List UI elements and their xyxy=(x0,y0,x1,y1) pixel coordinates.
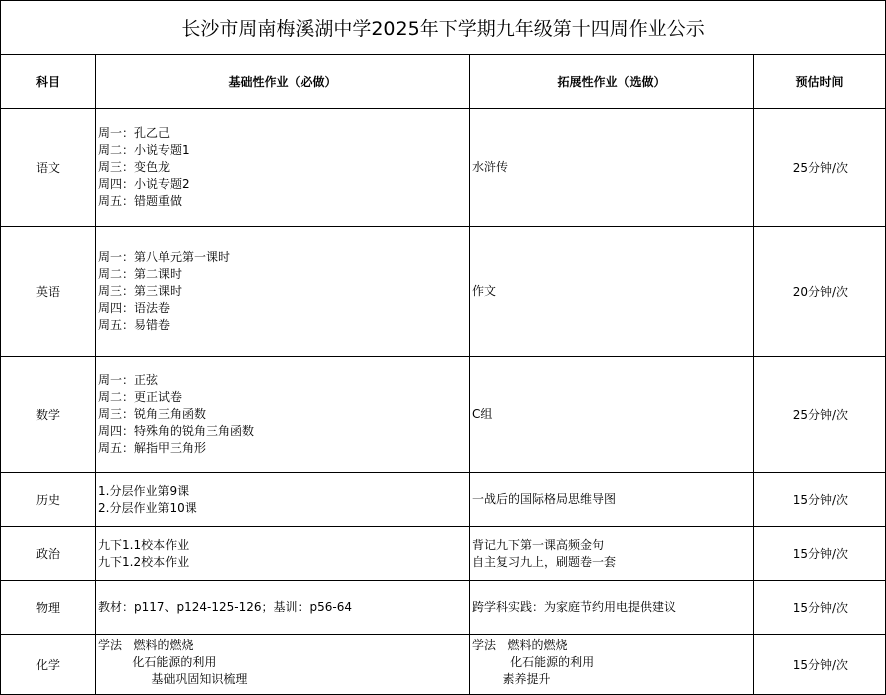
table-row-huaxue xyxy=(1,635,886,695)
basic-line: 2.分层作业第10课 xyxy=(98,500,197,515)
time-cell: 25分钟/次 xyxy=(754,357,886,473)
header-subject: 科目 xyxy=(1,55,96,109)
basic-line: 教材：p117、p124-125-126；基训：p56-64 xyxy=(98,600,352,614)
basic-cell xyxy=(96,527,470,581)
sheet-title: 长沙市周南梅溪湖中学2025年下学期九年级第十四周作业公示 xyxy=(1,1,886,55)
table-row-shuxue xyxy=(1,357,886,473)
extension-cell xyxy=(470,635,754,695)
basic-line: 周三：第三课时 xyxy=(98,284,183,298)
basic-line: 周四：语法卷 xyxy=(98,301,171,315)
basic-line: 周三：变色龙 xyxy=(98,160,171,174)
basic-line: 周二：更正试卷 xyxy=(98,390,183,404)
basic-cell xyxy=(96,635,470,695)
basic-line: 1.分层作业第9课 xyxy=(98,483,190,498)
basic-line: 周一：正弦 xyxy=(98,373,159,387)
extension-line: C组 xyxy=(472,407,493,421)
subject-cell: 政治 xyxy=(1,527,96,581)
basic-line: 周二：小说专题1 xyxy=(98,143,190,157)
subject-cell: 化学 xyxy=(1,635,96,695)
extension-cell xyxy=(470,357,754,473)
subject-cell: 物理 xyxy=(1,581,96,635)
table-row-yingyu xyxy=(1,227,886,357)
time-cell: 15分钟/次 xyxy=(754,581,886,635)
header-time: 预估时间 xyxy=(754,55,886,109)
subject-cell: 历史 xyxy=(1,473,96,527)
time-cell: 20分钟/次 xyxy=(754,227,886,357)
table-row-yuwen xyxy=(1,109,886,227)
extension-cell xyxy=(470,527,754,581)
basic-line: 基础巩固知识梳理 xyxy=(98,672,248,686)
extension-cell xyxy=(470,227,754,357)
subject-cell: 英语 xyxy=(1,227,96,357)
subject-cell: 数学 xyxy=(1,357,96,473)
basic-line: 九下1.2校本作业 xyxy=(98,554,190,569)
extension-line: 水浒传 xyxy=(472,160,509,174)
extension-line: 学法 燃料的燃烧 xyxy=(472,638,568,652)
time-cell: 15分钟/次 xyxy=(754,527,886,581)
basic-line: 周四：小说专题2 xyxy=(98,177,190,191)
basic-line: 学法 燃料的燃烧 xyxy=(98,638,194,652)
table-row-lishi xyxy=(1,473,886,527)
basic-cell xyxy=(96,227,470,357)
extension-cell xyxy=(470,581,754,635)
basic-line: 周五：错题重做 xyxy=(98,194,183,208)
extension-line: 作文 xyxy=(472,284,497,298)
header-row xyxy=(1,55,886,109)
time-cell: 15分钟/次 xyxy=(754,635,886,695)
basic-line: 周五：解指甲三角形 xyxy=(98,441,207,455)
table-row-zhengzhi xyxy=(1,527,886,581)
time-cell: 25分钟/次 xyxy=(754,109,886,227)
basic-line: 周四：特殊角的锐角三角函数 xyxy=(98,424,255,438)
basic-cell xyxy=(96,473,470,527)
extension-cell xyxy=(470,109,754,227)
basic-cell xyxy=(96,357,470,473)
title-row xyxy=(1,1,886,55)
extension-line: 背记九下第一课高频金句 xyxy=(472,537,605,552)
header-extension: 拓展性作业（选做） xyxy=(470,55,754,109)
extension-line: 化石能源的利用 xyxy=(472,655,595,669)
basic-line: 周一：孔乙己 xyxy=(98,126,171,140)
extension-line: 自主复习九上，刷题卷一套 xyxy=(472,554,617,569)
subject-cell: 语文 xyxy=(1,109,96,227)
basic-line: 周二：第二课时 xyxy=(98,267,183,281)
basic-cell xyxy=(96,109,470,227)
basic-cell xyxy=(96,581,470,635)
extension-line: 一战后的国际格局思维导图 xyxy=(472,492,617,506)
basic-line: 周三：锐角三角函数 xyxy=(98,407,207,421)
header-basic: 基础性作业（必做） xyxy=(96,55,470,109)
extension-cell xyxy=(470,473,754,527)
basic-line: 周一：第八单元第一课时 xyxy=(98,250,231,264)
basic-line: 化石能源的利用 xyxy=(98,655,217,669)
basic-line: 九下1.1校本作业 xyxy=(98,537,190,552)
extension-line: 跨学科实践：为家庭节约用电提供建议 xyxy=(472,600,677,614)
time-cell: 15分钟/次 xyxy=(754,473,886,527)
table-row-wuli xyxy=(1,581,886,635)
extension-line: 素养提升 xyxy=(472,672,551,686)
basic-line: 周五：易错卷 xyxy=(98,318,171,332)
